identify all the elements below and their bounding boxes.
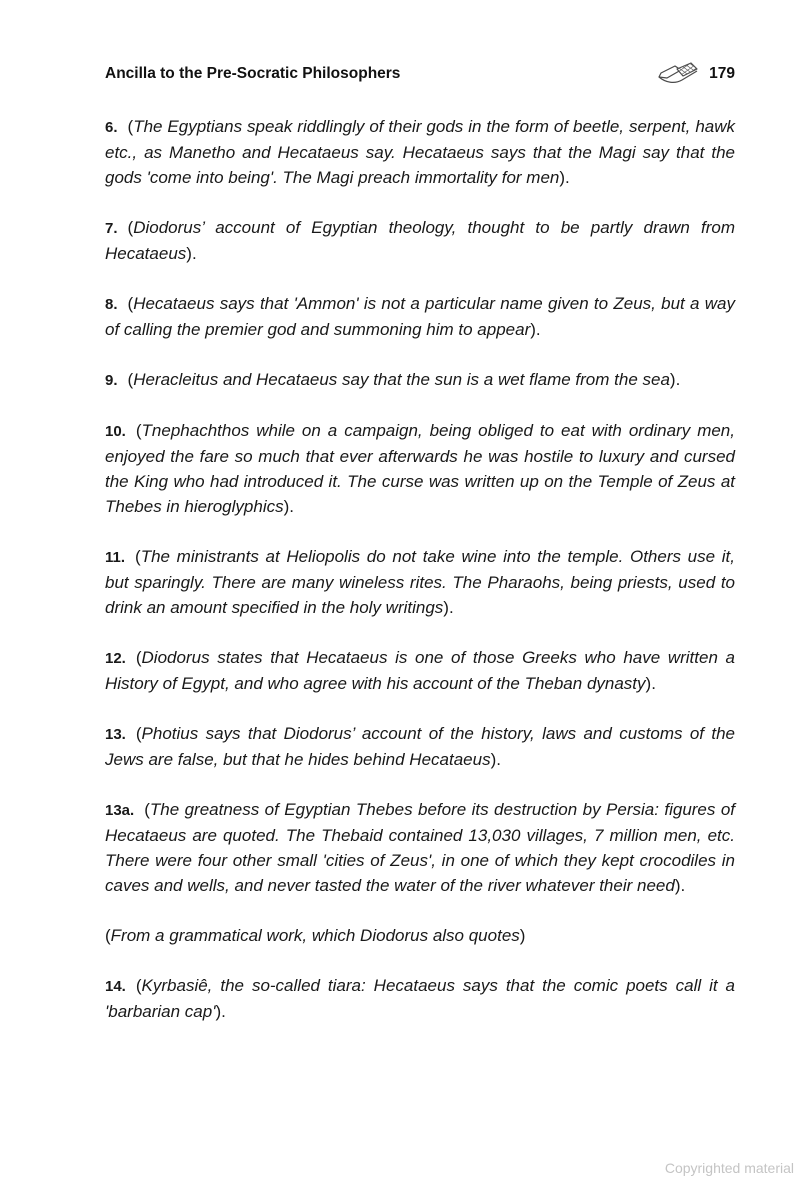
open-paren: ( bbox=[144, 800, 150, 819]
open-paren: ( bbox=[127, 370, 134, 389]
fragment-number: 10. bbox=[105, 423, 126, 440]
open-paren: ( bbox=[135, 421, 142, 440]
page-content bbox=[105, 114, 735, 1024]
fragment-number: 6. bbox=[105, 119, 118, 136]
entry-10 bbox=[105, 418, 735, 519]
close-paren: ). bbox=[283, 497, 294, 516]
fragment-text: Heracleitus and Hecataeus say that the sun is a wet flame from the sea bbox=[133, 370, 670, 389]
fragment-number: 7. bbox=[105, 220, 118, 237]
close-paren: ) bbox=[519, 926, 526, 945]
close-paren: ). bbox=[215, 1002, 226, 1021]
entry-11 bbox=[105, 544, 735, 620]
close-paren: ). bbox=[530, 320, 541, 339]
open-paren: ( bbox=[105, 926, 111, 945]
entry-9 bbox=[105, 367, 735, 393]
close-paren: ). bbox=[669, 370, 681, 389]
entry-grammatical-note bbox=[105, 923, 735, 948]
fragment-number: 11. bbox=[105, 549, 126, 566]
close-paren: ). bbox=[186, 244, 197, 263]
entry-8 bbox=[105, 291, 735, 342]
running-title: Ancilla to the Pre-Socratic Philosophers bbox=[105, 65, 401, 82]
page-header bbox=[105, 60, 735, 88]
open-paren: ( bbox=[135, 547, 141, 566]
open-book-icon bbox=[656, 60, 698, 88]
header-right bbox=[656, 60, 735, 88]
copyright-watermark: Copyrighted material bbox=[664, 1160, 794, 1176]
fragment-text: The ministrants at Heliopolis do not take wine into the temple. Others use it, but sparingly. There are many wineless rites. The Pharaohs, being priests, used to drink an amount specified in the holy writings bbox=[105, 547, 735, 617]
fragment-text: Hecataeus says that 'Ammon' is not a particular name given to Zeus, but a way of calling the premier god and summoning him to appear bbox=[105, 294, 735, 339]
open-paren: ( bbox=[127, 117, 134, 136]
fragment-text: The Egyptians speak riddlingly of their gods in the form of beetle, serpent, hawk etc., as Manetho and Hecataeus say. Hecataeus says that the Magi say that the gods 'come into being'. The Magi preach immortality for men bbox=[105, 117, 735, 187]
entry-6 bbox=[105, 114, 735, 190]
entry-7 bbox=[105, 215, 735, 266]
fragment-number: 9. bbox=[105, 372, 118, 389]
close-paren: ). bbox=[490, 750, 501, 769]
page-number: 179 bbox=[709, 65, 735, 82]
fragment-number: 14. bbox=[105, 978, 126, 995]
close-paren: ). bbox=[559, 168, 570, 187]
fragment-number: 12. bbox=[105, 650, 126, 667]
entry-12 bbox=[105, 645, 735, 696]
entry-14 bbox=[105, 973, 735, 1024]
fragment-text: Diodorus’ account of Egyptian theology, thought to be partly drawn from Hecataeus bbox=[105, 218, 735, 263]
fragment-text: The greatness of Egyptian Thebes before its destruction by Persia: figures of Hecataeus are quoted. The Thebaid contained 13,030 villages, 7 million men, etc. There were four other small 'cities of Zeus', in one of which they kept crocodiles in caves and wells, and never tasted the water of the river whatever their need bbox=[105, 800, 735, 895]
open-paren: ( bbox=[127, 294, 134, 313]
close-paren: ). bbox=[645, 674, 656, 693]
entry-13 bbox=[105, 721, 735, 772]
fragment-text: Photius says that Diodorus’ account of the history, laws and customs of the Jews are false, but that he hides behind Hecataeus bbox=[105, 724, 735, 769]
fragment-text: From a grammatical work, which Diodorus also quotes bbox=[110, 926, 520, 945]
close-paren: ). bbox=[674, 876, 686, 895]
fragment-number: 13a. bbox=[105, 802, 135, 819]
fragment-number: 8. bbox=[105, 296, 118, 313]
close-paren: ). bbox=[443, 598, 454, 617]
fragment-text: Tnephachthos while on a campaign, being obliged to eat with ordinary men, enjoyed the fare so much that ever afterwards he was hostile to luxury and cursed the King who had introduced it. The curse was written up on the Temple of Zeus at Thebes in hieroglyphics bbox=[105, 421, 735, 516]
open-paren: ( bbox=[135, 724, 142, 743]
open-paren: ( bbox=[135, 648, 142, 667]
fragment-text: Kyrbasiê, the so-called tiara: Hecataeus says that the comic poets call it a 'barbarian cap' bbox=[105, 976, 735, 1021]
open-paren: ( bbox=[127, 218, 134, 237]
fragment-number: 13. bbox=[105, 726, 126, 743]
entry-13a bbox=[105, 797, 735, 898]
open-paren: ( bbox=[135, 976, 142, 995]
fragment-text: Diodorus states that Hecataeus is one of those Greeks who have written a History of Egypt, and who agree with his account of the Theban dynasty bbox=[105, 648, 735, 693]
